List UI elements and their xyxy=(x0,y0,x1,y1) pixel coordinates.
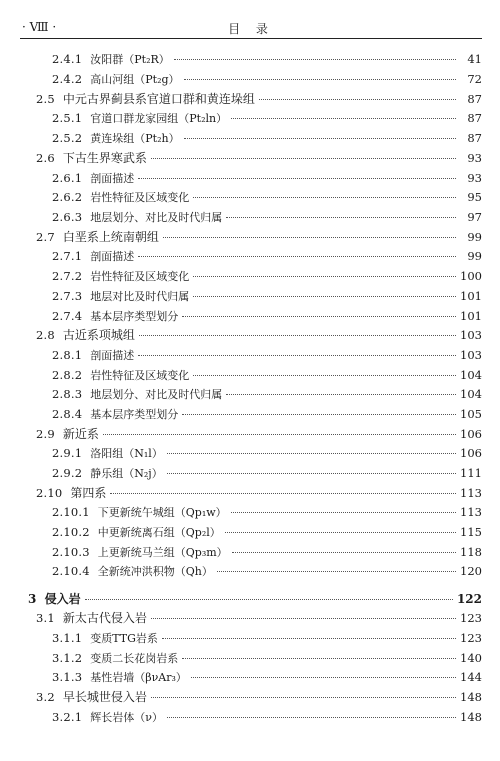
toc-entry-number: 2.10.1 xyxy=(52,505,90,519)
toc-entry-title: 洛阳组（N₁l） xyxy=(90,447,163,460)
toc-entry-number: 3.1.2 xyxy=(52,651,83,665)
dot-leader xyxy=(110,493,456,494)
toc-entry-page: 93 xyxy=(467,151,482,165)
toc-entry-number: 2.7.2 xyxy=(52,269,83,283)
toc-entry[interactable] xyxy=(52,51,482,67)
dot-leader xyxy=(225,532,456,533)
dot-leader xyxy=(231,512,456,513)
toc-entry-page: 93 xyxy=(467,171,482,185)
dot-leader xyxy=(151,697,456,698)
toc-entry[interactable] xyxy=(52,130,482,146)
toc-entry[interactable] xyxy=(52,386,482,402)
toc-entry-page: 148 xyxy=(460,690,482,704)
toc-entry-page: 113 xyxy=(460,486,482,500)
toc-entry-title: 下更新统午城组（Qp₁w） xyxy=(97,506,227,519)
dot-leader xyxy=(193,375,456,376)
toc-entry-number: 3.1.3 xyxy=(52,670,83,684)
toc-entry-title: 官道口群龙家园组（Pt₂ln） xyxy=(90,112,228,125)
toc-entry-page: 105 xyxy=(460,407,482,421)
toc-entry-title: 岩性特征及区域变化 xyxy=(90,369,190,382)
toc-entry-number: 2.10.3 xyxy=(52,545,90,559)
dot-leader xyxy=(193,276,456,277)
toc-entry-page: 106 xyxy=(460,427,482,441)
toc-entry[interactable] xyxy=(36,485,482,501)
dot-leader xyxy=(167,473,456,474)
toc-entry-page: 99 xyxy=(467,230,482,244)
toc-entry-number: 2.6 xyxy=(36,151,55,165)
toc-entry-title: 变质二长花岗岩系 xyxy=(90,652,179,665)
dot-leader xyxy=(103,434,456,435)
toc-entry-title: 中更新统离石组（Qp₂l） xyxy=(97,526,221,539)
dot-leader xyxy=(226,217,456,218)
toc-entry-number: 2.5 xyxy=(36,92,55,106)
toc-entry-number: 2.7.1 xyxy=(52,249,83,263)
toc-entry-page: 106 xyxy=(460,446,482,460)
toc-entry[interactable] xyxy=(36,327,482,343)
toc-entry-page: 41 xyxy=(467,52,482,66)
toc-entry-page: 123 xyxy=(460,631,482,645)
dot-leader xyxy=(184,138,456,139)
toc-entry-number: 3.2 xyxy=(36,690,55,704)
toc-entry-number: 2.8.1 xyxy=(52,348,83,362)
toc-entry-number: 2.5.2 xyxy=(52,131,83,145)
dot-leader xyxy=(139,335,456,336)
toc-entry-title: 新近系 xyxy=(62,427,99,441)
toc-entry[interactable] xyxy=(36,426,482,442)
toc-entry-title: 高山河组（Pt₂g） xyxy=(90,73,180,86)
toc-entry[interactable] xyxy=(52,71,482,87)
toc-entry-title: 地层划分、对比及时代归属 xyxy=(90,211,223,224)
toc-entry-page: 140 xyxy=(460,651,482,665)
toc-entry[interactable] xyxy=(52,209,482,225)
toc-entry-title: 基本层序类型划分 xyxy=(90,310,179,323)
toc-entry-page: 103 xyxy=(460,348,482,362)
toc-entry-number: 2.9.2 xyxy=(52,466,83,480)
toc-entry-title: 古近系项城组 xyxy=(62,328,135,342)
toc-entry[interactable] xyxy=(52,445,482,461)
toc-entry-number: 3 xyxy=(28,592,37,606)
dot-leader xyxy=(182,658,456,659)
toc-entry-title: 变质TTG岩系 xyxy=(90,632,158,645)
toc-entry-title: 第四系 xyxy=(70,486,107,500)
toc-entry-title: 岩性特征及区域变化 xyxy=(90,270,190,283)
toc-entry-title: 早长城世侵入岩 xyxy=(62,690,147,704)
toc-entry[interactable] xyxy=(52,669,482,685)
toc-entry-title: 静乐组（N₂j） xyxy=(90,467,163,480)
dot-leader xyxy=(193,197,456,198)
toc-entry-number: 3.1.1 xyxy=(52,631,83,645)
page-header xyxy=(22,18,480,38)
toc-entry-title: 辉长岩体（ν） xyxy=(90,711,163,724)
dot-leader xyxy=(259,99,456,100)
toc-entry-page: 104 xyxy=(460,368,482,382)
toc-entry-title: 中元古界蓟县系官道口群和黄连垛组 xyxy=(62,92,255,106)
page-title: 目 录 xyxy=(228,22,274,36)
page-number: · Ⅷ · xyxy=(22,20,57,34)
toc-entry-title: 剖面描述 xyxy=(90,349,135,362)
toc-entry[interactable] xyxy=(52,248,482,264)
toc-entry[interactable] xyxy=(52,650,482,666)
toc-entry-title: 岩性特征及区域变化 xyxy=(90,191,190,204)
toc-entry[interactable] xyxy=(52,170,482,186)
toc-entry-page: 115 xyxy=(460,525,482,539)
toc-entry-number: 2.8.4 xyxy=(52,407,83,421)
toc-entry[interactable] xyxy=(52,347,482,363)
dot-leader xyxy=(163,237,456,238)
toc-entry-number: 2.4.2 xyxy=(52,72,83,86)
dot-leader xyxy=(191,677,456,678)
toc-entry-page: 87 xyxy=(467,111,482,125)
toc-entry[interactable] xyxy=(52,524,482,540)
toc-entry-number: 2.7.3 xyxy=(52,289,83,303)
toc-entry-title: 基性岩墙（βνAr₃） xyxy=(90,671,187,684)
dot-leader xyxy=(182,414,456,415)
toc-entry-number: 2.7 xyxy=(36,230,55,244)
toc-entry-page: 97 xyxy=(467,210,482,224)
toc-entry-title: 剖面描述 xyxy=(90,250,135,263)
toc-entry[interactable] xyxy=(36,229,482,245)
toc-entry-page: 87 xyxy=(467,131,482,145)
toc-entry-page: 101 xyxy=(460,289,482,303)
toc-entry[interactable] xyxy=(52,268,482,284)
toc-entry-title: 全新统冲洪积物（Qh） xyxy=(97,565,213,578)
toc-entry-number: 2.10 xyxy=(36,486,63,500)
dot-leader xyxy=(193,296,456,297)
toc-entry-page: 122 xyxy=(456,592,482,606)
toc-entry-page: 118 xyxy=(460,545,482,559)
dot-leader xyxy=(162,638,456,639)
dot-leader xyxy=(174,59,456,60)
toc-entry-page: 111 xyxy=(460,466,482,480)
toc-entry[interactable] xyxy=(52,709,482,725)
toc-entry-number: 2.10.4 xyxy=(52,564,90,578)
toc-entry-title: 上更新统马兰组（Qp₃m） xyxy=(97,546,228,559)
toc-entry-number: 2.8 xyxy=(36,328,55,342)
toc-entry[interactable] xyxy=(52,504,482,520)
toc-entry-number: 2.7.4 xyxy=(52,309,83,323)
dot-leader xyxy=(217,571,456,572)
toc-entry[interactable] xyxy=(36,91,482,107)
toc-entry[interactable] xyxy=(28,591,482,607)
toc-entry-number: 2.10.2 xyxy=(52,525,90,539)
toc-entry[interactable] xyxy=(36,689,482,705)
toc-entry-page: 103 xyxy=(460,328,482,342)
toc-entry-number: 2.6.1 xyxy=(52,171,83,185)
toc-entry-title: 汝阳群（Pt₂R） xyxy=(90,53,170,66)
toc-entry-title: 下古生界寒武系 xyxy=(62,151,147,165)
dot-leader xyxy=(151,158,456,159)
toc-entry-page: 123 xyxy=(460,611,482,625)
toc-entry[interactable] xyxy=(52,189,482,205)
toc-entry-number: 2.6.2 xyxy=(52,190,83,204)
toc-entry-page: 104 xyxy=(460,387,482,401)
toc-entry[interactable] xyxy=(36,610,482,626)
dot-leader xyxy=(138,355,456,356)
toc-entry[interactable] xyxy=(52,367,482,383)
toc-entry-page: 99 xyxy=(467,249,482,263)
toc-entry-title: 侵入岩 xyxy=(44,592,81,606)
toc-entry[interactable] xyxy=(52,630,482,646)
toc-entry[interactable] xyxy=(52,406,482,422)
toc-entry-page: 72 xyxy=(467,72,482,86)
toc-entry-title: 地层对比及时代归属 xyxy=(90,290,190,303)
dot-leader xyxy=(231,118,456,119)
dot-leader xyxy=(85,599,453,600)
toc-entry-page: 113 xyxy=(460,505,482,519)
toc-entry-number: 2.4.1 xyxy=(52,52,83,66)
dot-leader xyxy=(167,717,456,718)
toc-entry-number: 3.1 xyxy=(36,611,55,625)
toc-entry-page: 120 xyxy=(460,564,482,578)
toc-entry-title: 剖面描述 xyxy=(90,172,135,185)
dot-leader xyxy=(226,394,456,395)
toc-entry-page: 101 xyxy=(460,309,482,323)
dot-leader xyxy=(184,79,456,80)
toc-entry-number: 3.2.1 xyxy=(52,710,83,724)
toc-entry[interactable] xyxy=(52,544,482,560)
dot-leader xyxy=(138,178,456,179)
toc-entry[interactable] xyxy=(52,110,482,126)
toc-entry-title: 白垩系上统南朝组 xyxy=(62,230,159,244)
dot-leader xyxy=(151,618,456,619)
toc-entry-number: 2.8.2 xyxy=(52,368,83,382)
toc-entry-title: 地层划分、对比及时代归属 xyxy=(90,388,223,401)
toc-entry-title: 新太古代侵入岩 xyxy=(62,611,147,625)
toc-entry-title: 黄连垛组（Pt₂h） xyxy=(90,132,180,145)
toc-entry-number: 2.6.3 xyxy=(52,210,83,224)
dot-leader xyxy=(138,256,456,257)
toc-entry-page: 95 xyxy=(467,190,482,204)
toc-entry[interactable] xyxy=(36,150,482,166)
dot-leader xyxy=(232,552,456,553)
header-rule xyxy=(20,38,482,39)
toc-entry-number: 2.8.3 xyxy=(52,387,83,401)
toc-entry-number: 2.9.1 xyxy=(52,446,83,460)
dot-leader xyxy=(182,316,456,317)
toc-entry[interactable] xyxy=(52,288,482,304)
toc-entry-number: 2.5.1 xyxy=(52,111,83,125)
toc-entry-page: 148 xyxy=(460,710,482,724)
toc-entry-number: 2.9 xyxy=(36,427,55,441)
toc-entry-title: 基本层序类型划分 xyxy=(90,408,179,421)
toc-entry-page: 144 xyxy=(460,670,482,684)
toc-entry[interactable] xyxy=(52,308,482,324)
toc-entry-page: 100 xyxy=(460,269,482,283)
toc-entry[interactable] xyxy=(52,465,482,481)
toc-entry-page: 87 xyxy=(467,92,482,106)
toc-entry[interactable] xyxy=(52,563,482,579)
dot-leader xyxy=(167,453,456,454)
